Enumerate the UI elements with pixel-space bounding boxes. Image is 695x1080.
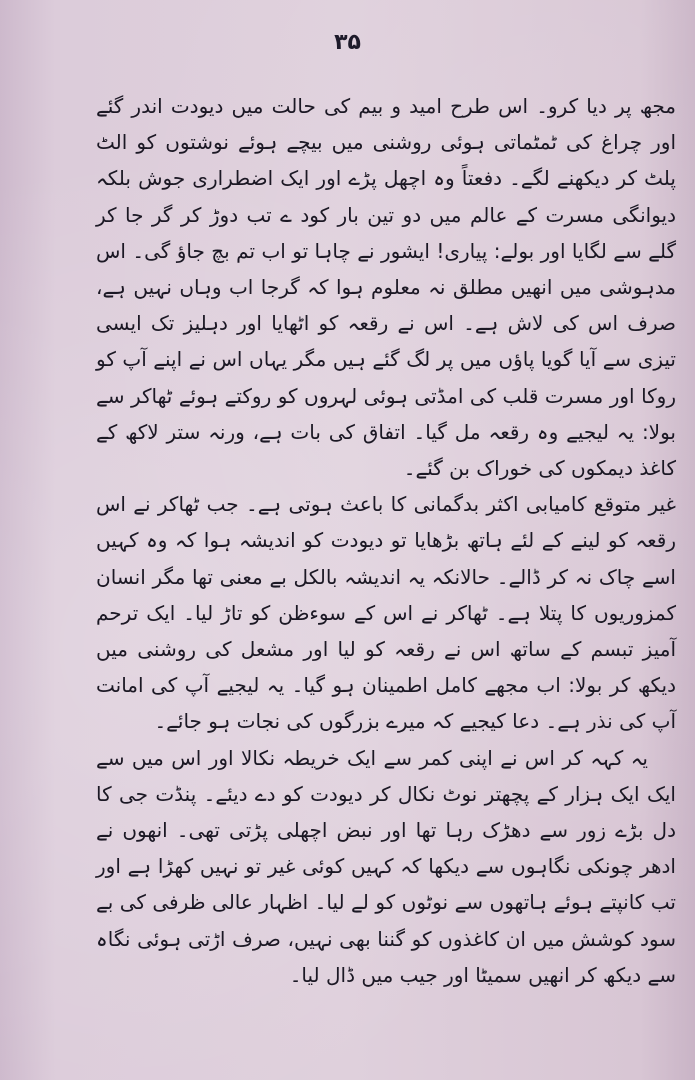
page-body-text <box>96 88 676 993</box>
paragraph-2: غیر متوقع کامیابی اکثر بدگمانی کا باعث ہوتی ہے۔ جب ٹھاکر نے اس رقعہ کو لینے کے لئے ہاتھ بڑھایا تو دیودت کو اندیشہ ہوا کہ وہ کہیں اسے چاک نہ کر ڈالے۔ حالانکہ یہ اندیشہ بالکل بے معنی تھا مگر انسان کمزوریوں کا پتلا ہے۔ ٹھاکر نے اس کے سوءظن کو تاڑ لیا۔ ایک ترحم آمیز تبسم کے ساتھ اس نے رقعہ کو لیا اور مشعل کی روشنی میں دیکھ کر بولا: اب مجھے کامل اطمینان ہو گیا۔ یہ لیجیے آپ کی امانت آپ کی نذر ہے۔ دعا کیجیے کہ میرے بزرگوں کی نجات ہو جائے۔ <box>96 492 676 734</box>
page-number: ۳۵ <box>334 30 361 55</box>
paragraph-1: مجھ پر دیا کرو۔ اس طرح امید و بیم کی حالت میں دیودت اندر گئے اور چراغ کی ٹمٹماتی ہوئی روشنی میں بیچے ہوئے نوشتوں کو الٹ پلٹ کر دیکھنے لگے۔ دفعتاً وہ اچھل پڑے اور ایک اضطراری جوش بلکہ دیوانگی مسرت کے عالم میں دو تین بار کود ے تب دوڑ کر گر جا کر گلے سے لگایا اور بولے: پیاری! ایشور نے چاہا تو اب تم بچ جاؤ گی۔ اس مدہوشی میں انھیں مطلق نہ معلوم ہوا کہ گرجا اب وہاں نہیں ہے، صرف اس کی لاش ہے۔ اس نے رقعہ کو اٹھایا اور دہلیز تک ایسی تیزی سے آیا گویا پاؤں میں پر لگ گئے ہیں مگر یہاں اس نے اپنے آپ کو روکا اور مسرت قلب کی امڈتی ہوئی لہروں کو روکتے ہوئے ٹھاکر سے بولا: یہ لیجیے وہ رقعہ مل گیا۔ اتفاق کی بات ہے، ورنہ ستر لاکھ کے کاغذ دیمکوں کی خوراک بن گئے۔ <box>96 94 676 481</box>
paragraph-3: یہ کہہ کر اس نے اپنی کمر سے ایک خریطہ نکالا اور اس میں سے ایک ایک ہزار کے پچھتر نوٹ نکال کر دیودت کو دے دیئے۔ پنڈت جی کا دل بڑے زور سے دھڑک رہا تھا اور نبض اچھلی پڑتی تھی۔ انھوں نے ادھر چونکی نگاہوں سے دیکھا کہ کہیں کوئی غیر تو نہیں کھڑا ہے اور تب کانپتے ہوئے ہاتھوں سے نوٹوں کو لے لیا۔ اظہار عالی ظرفی کی بے سود کوشش میں ان کاغذوں کو گننا بھی نہیں، صرف اڑتی ہوئی نگاہ سے دیکھ کر انھیں سمیٹا اور جیب میں ڈال لیا۔ <box>96 745 676 987</box>
